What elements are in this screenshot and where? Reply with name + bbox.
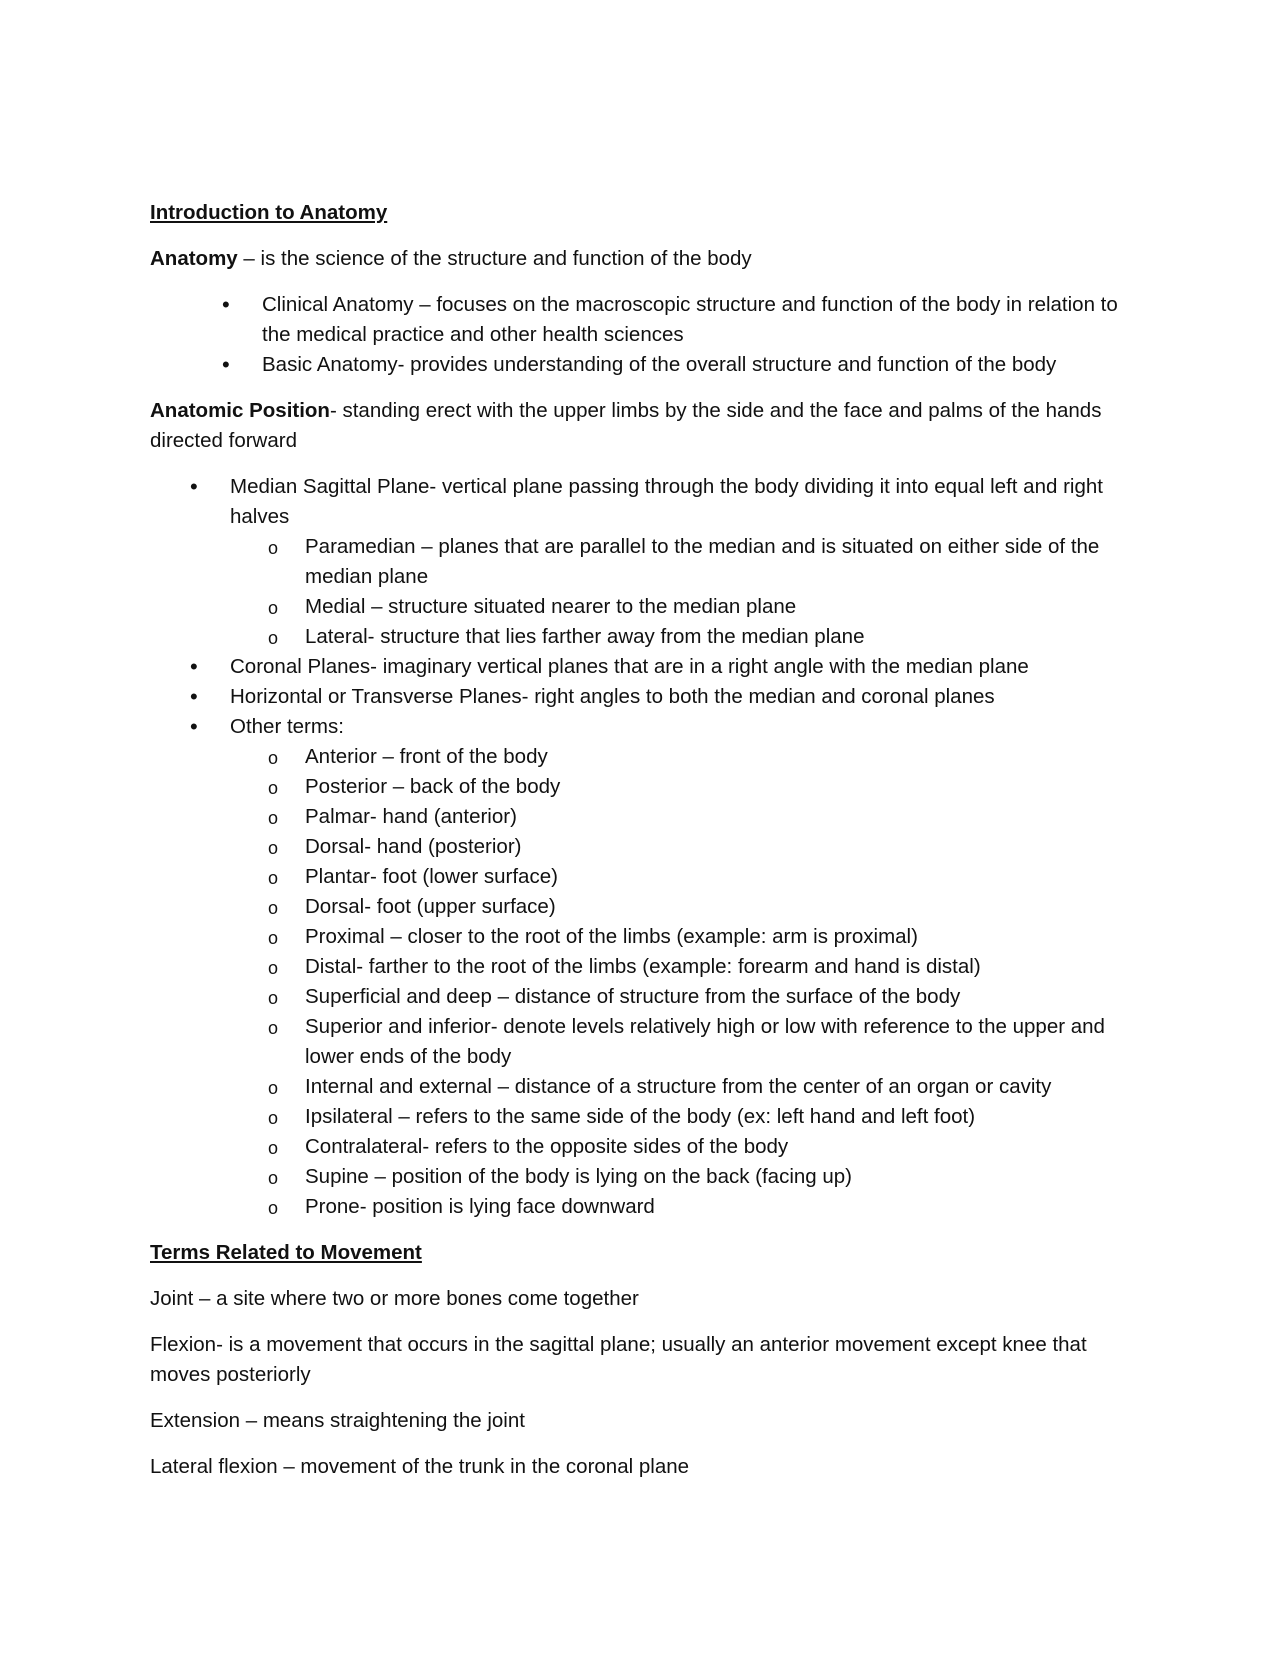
sub-list-item: o Lateral- structure that lies farther away from the median plane: [150, 622, 1130, 652]
sub-list-item: o Proximal – closer to the root of the limbs (example: arm is proximal): [150, 922, 1130, 952]
sub-list-item: o Plantar- foot (lower surface): [150, 862, 1130, 892]
sub-bullet-glyph: o: [268, 1168, 279, 1188]
bullet-glyph: •: [190, 474, 198, 499]
list-item-coronal: • Coronal Planes- imaginary vertical planes that are in a right angle with the median plane: [150, 652, 1130, 682]
sub-list-item: o Supine – position of the body is lying on the back (facing up): [150, 1162, 1130, 1192]
sub-list-item: o Superior and inferior- denote levels relatively high or low with reference to the upper and lower ends of the body: [268, 1015, 1105, 1068]
position-def-text: - standing erect with the upper limbs by the side and the face and palms of the hands directed forward: [150, 399, 1102, 452]
bullet-glyph: •: [190, 684, 198, 709]
bullet-glyph: •: [190, 654, 198, 679]
sub-bullet-glyph: o: [268, 928, 279, 948]
list-item-median: [150, 472, 1130, 652]
anatomy-list: [150, 290, 1130, 380]
list-item: • Basic Anatomy- provides understanding of the overall structure and function of the body: [150, 350, 1130, 380]
sub-list-item: o Medial – structure situated nearer to the median plane: [150, 592, 1130, 622]
anatomy-definition: [150, 244, 1130, 274]
sub-bullet-glyph: o: [268, 838, 279, 858]
sub-list-item: o Dorsal- foot (upper surface): [150, 892, 1130, 922]
section-heading-movement: Terms Related to Movement: [150, 1241, 422, 1264]
sub-bullet-glyph: o: [268, 538, 279, 558]
median-sublist: [230, 532, 1130, 652]
sub-bullet-glyph: o: [268, 988, 279, 1008]
sub-bullet-glyph: o: [268, 1138, 279, 1158]
movement-paragraph: Joint – a site where two or more bones come together: [150, 1287, 639, 1310]
sub-list-item: o Ipsilateral – refers to the same side of the body (ex: left hand and left foot): [150, 1102, 1130, 1132]
sub-list-item: o Superficial and deep – distance of structure from the surface of the body: [150, 982, 1130, 1012]
sub-bullet-glyph: o: [268, 1018, 279, 1038]
sub-bullet-glyph: o: [268, 598, 279, 618]
median-text: Median Sagittal Plane- vertical plane passing through the body dividing it into equal left and right halves: [230, 475, 1103, 528]
sub-list-item: o Contralateral- refers to the opposite sides of the body: [150, 1132, 1130, 1162]
list-item-other-terms: • Other terms: o Anterior – front of the body o Posterior – back of the body o Palmar- hand (anterior) o Dorsal- hand (posterior) o Plantar- foot (lower surface) o Dorsal- foot (upper surface) o Proximal – closer to the root of the limbs (example: arm is proximal) o Distal- farther to the root of the limbs (example: forearm and hand is distal) o Superficial and deep – distance of structure from the surface of the body o Superior and inferior- denote levels relatively high or low with reference to the upper and lower ends of the body o Internal and external – distance of a structure from the center of an organ or cavity o Ipsilateral – refers to the same side of the body (ex: left hand and left foot) o Contralateral- refers to the opposite sides of the body o Supine – position of the body is lying on the back (facing up) o Prone- position is lying face downward: [150, 712, 1130, 1222]
sub-list-item: o Palmar- hand (anterior): [150, 802, 1130, 832]
sub-bullet-glyph: o: [268, 898, 279, 918]
movement-paragraph: Extension – means straightening the joint: [150, 1409, 525, 1432]
other-terms-sublist: [230, 742, 1130, 1222]
sub-bullet-glyph: o: [268, 868, 279, 888]
list-item: • Clinical Anatomy – focuses on the macroscopic structure and function of the body in relation to the medical practice and other health sciences: [150, 290, 1130, 350]
document-page: [150, 198, 1130, 1498]
anatomic-position-definition: [150, 396, 1130, 456]
anatomy-def-text: – is the science of the structure and function of the body: [237, 247, 752, 270]
sub-bullet-glyph: o: [268, 1078, 279, 1098]
sub-list-item: o Anterior – front of the body: [150, 742, 1130, 772]
sub-bullet-glyph: o: [268, 778, 279, 798]
sub-list-item: o Internal and external – distance of a structure from the center of an organ or cavity: [150, 1072, 1130, 1102]
movement-paragraph: Lateral flexion – movement of the trunk in the coronal plane: [150, 1455, 690, 1478]
sub-bullet-glyph: o: [268, 958, 279, 978]
bullet-glyph: •: [190, 714, 198, 739]
sub-bullet-glyph: o: [268, 748, 279, 768]
sub-bullet-glyph: o: [268, 808, 279, 828]
anatomy-term: Anatomy: [150, 247, 238, 270]
list-item-horizontal: • Horizontal or Transverse Planes- right angles to both the median and coronal planes: [150, 682, 1130, 712]
sub-bullet-glyph: o: [268, 1198, 279, 1218]
sub-list-item: o Prone- position is lying face downward: [150, 1192, 1130, 1222]
sub-bullet-glyph: o: [268, 1108, 279, 1128]
position-term: Anatomic Position: [150, 399, 330, 422]
sub-list-item: o Distal- farther to the root of the limbs (example: forearm and hand is distal): [150, 952, 1130, 982]
sub-bullet-glyph: o: [268, 628, 279, 648]
sub-list-item: o Posterior – back of the body: [150, 772, 1130, 802]
page-title: Introduction to Anatomy: [150, 201, 388, 224]
planes-list: [150, 472, 1130, 1222]
sub-list-item: o Paramedian – planes that are parallel to the median and is situated on either side of the median plane: [268, 535, 1100, 588]
sub-list-item: o Dorsal- hand (posterior): [150, 832, 1130, 862]
movement-paragraph: Flexion- is a movement that occurs in the sagittal plane; usually an anterior movement except knee that moves posteriorly: [150, 1333, 1087, 1386]
